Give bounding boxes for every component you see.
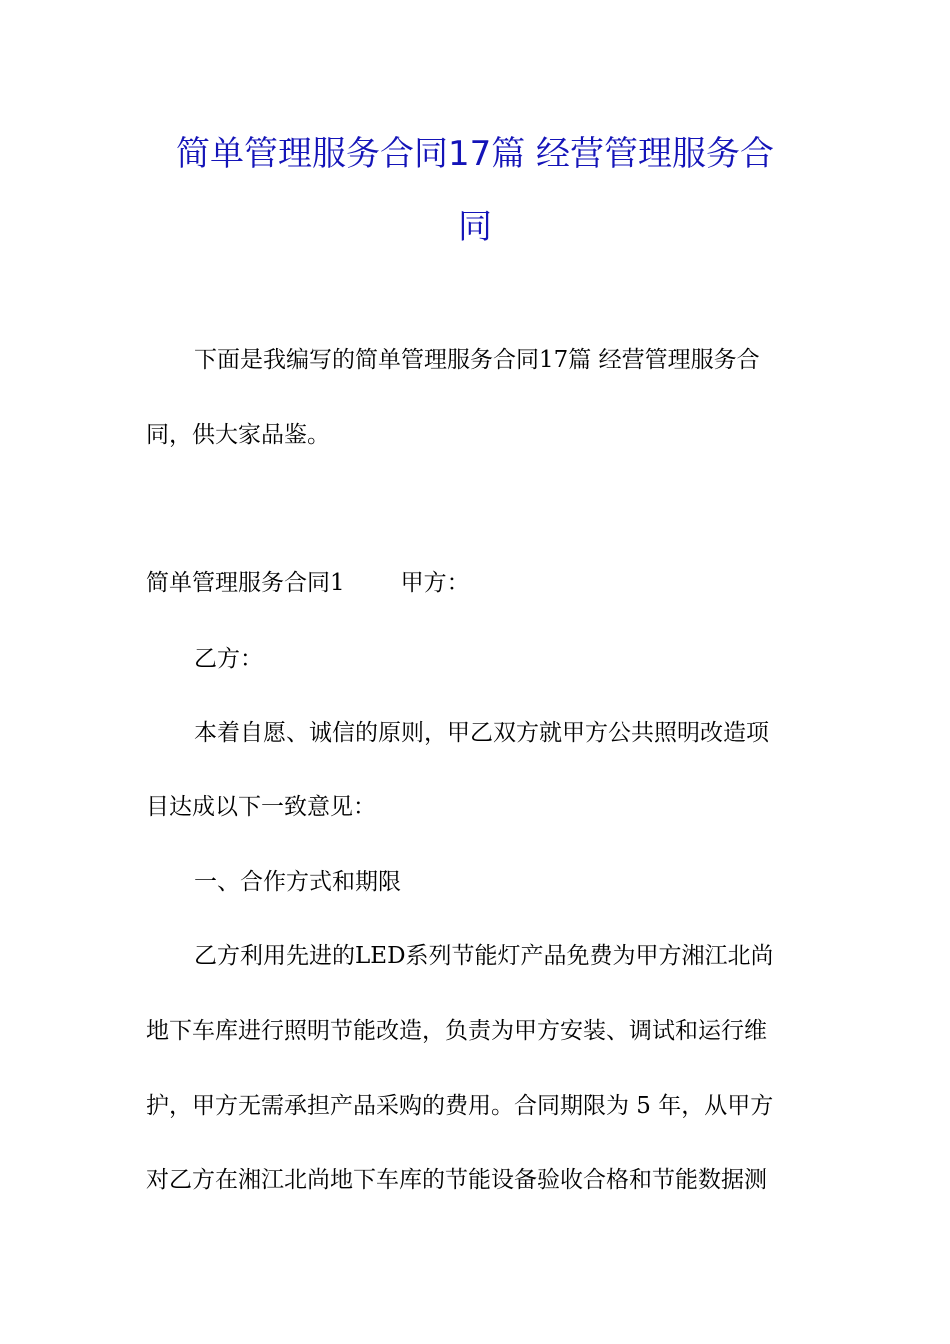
- document-title-line-1: 简单管理服务合同17篇 经营管理服务合: [175, 134, 775, 174]
- paragraph-2-line-3: 护，甲方无需承担产品采购的费用。合同期限为 5 年，从甲方: [146, 1093, 774, 1119]
- intro-line-1: 下面是我编写的简单管理服务合同17篇 经营管理服务合: [194, 347, 760, 373]
- contract-heading-row: [146, 572, 470, 595]
- paragraph-2-line-2: 地下车库进行照明节能改造，负责为甲方安装、调试和运行维: [146, 1018, 767, 1044]
- party-a-label: 甲方：: [400, 570, 470, 596]
- intro-line-2: 同，供大家品鉴。: [146, 422, 330, 448]
- paragraph-1-line-2: 目达成以下一致意见：: [146, 794, 376, 820]
- section-1-heading: 一、合作方式和期限: [194, 869, 401, 895]
- paragraph-1-line-1: 本着自愿、诚信的原则，甲乙双方就甲方公共照明改造项: [194, 720, 769, 746]
- paragraph-2-line-1: 乙方利用先进的LED系列节能灯产品免费为甲方湘江北尚: [194, 943, 774, 969]
- paragraph-2-line-4: 对乙方在湘江北尚地下车库的节能设备验收合格和节能数据测: [146, 1167, 767, 1193]
- contract-heading: 简单管理服务合同1: [146, 570, 345, 596]
- party-b-label: 乙方：: [194, 646, 263, 672]
- document-title-line-2: 同: [458, 207, 492, 247]
